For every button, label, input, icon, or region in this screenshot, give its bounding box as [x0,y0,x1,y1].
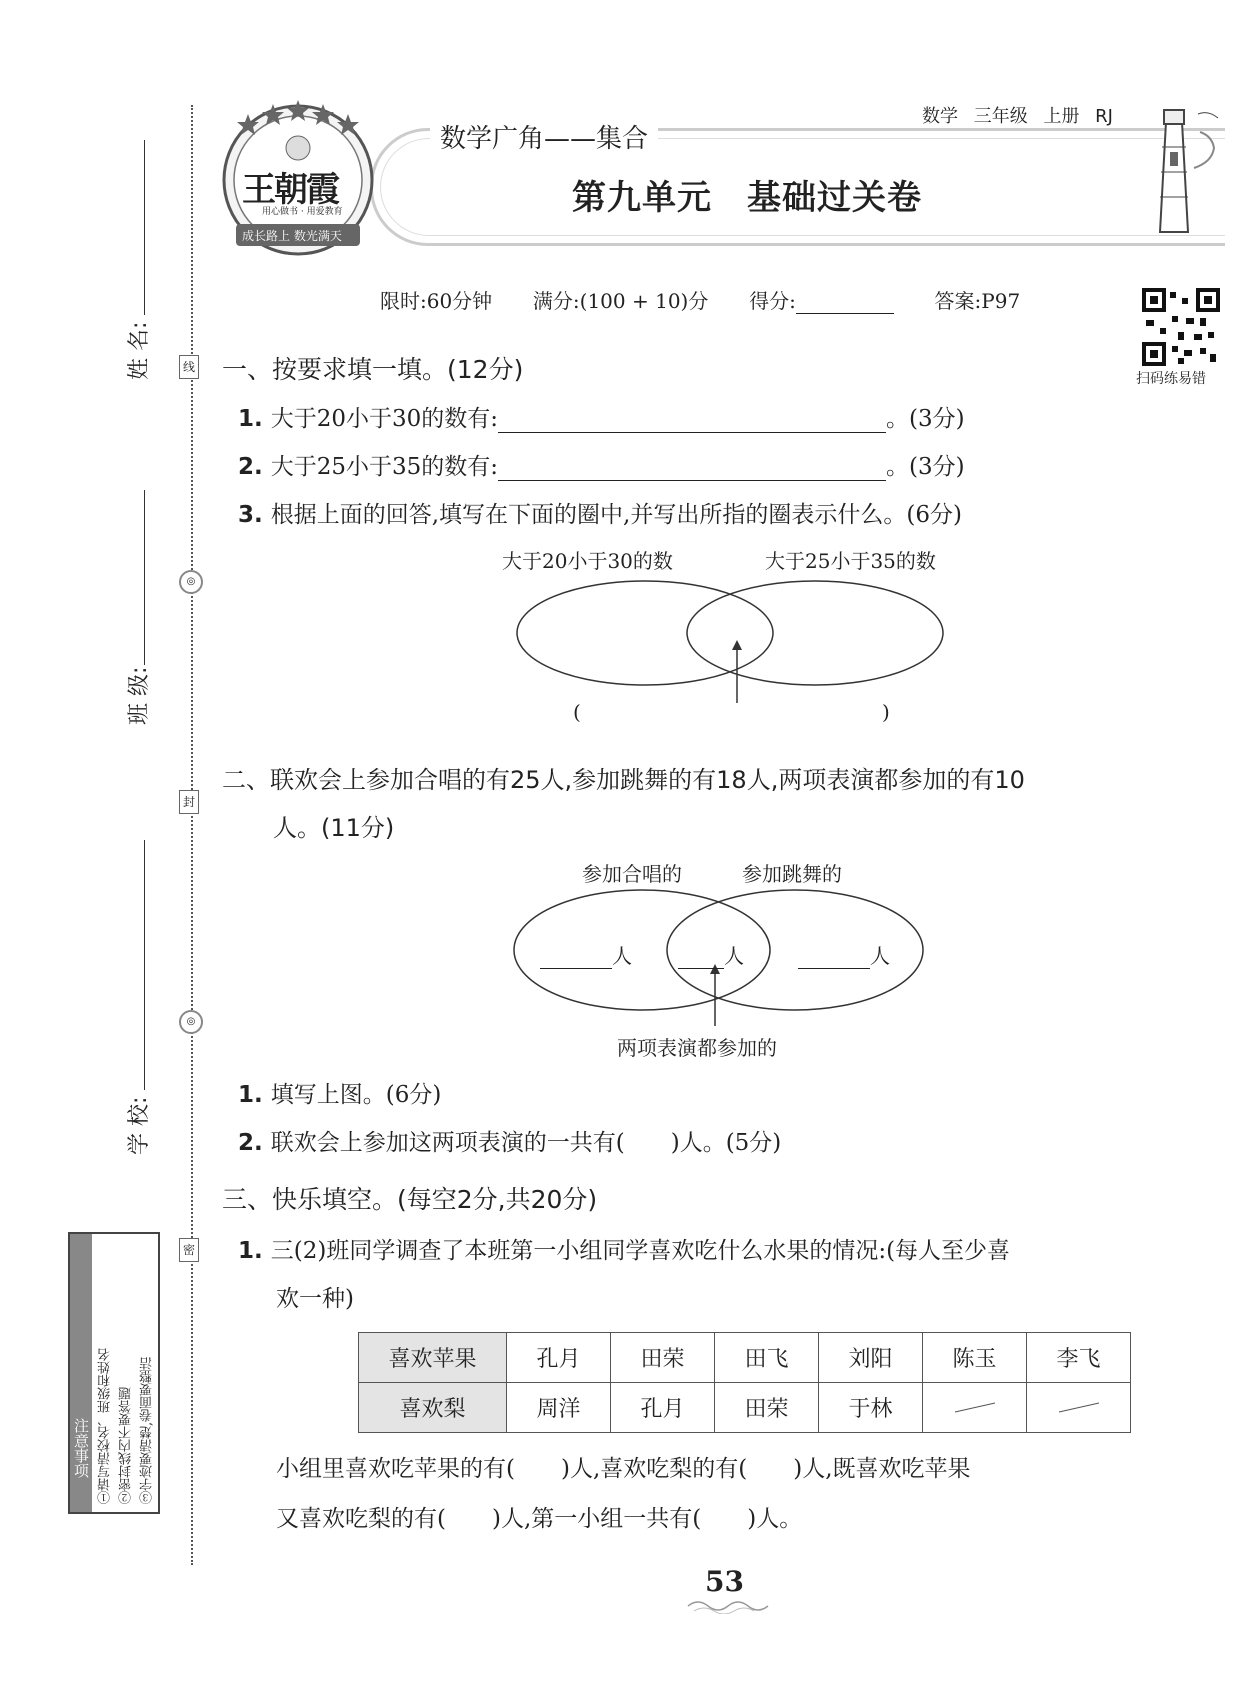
logo-sub: 用心做书 · 用爱教育 [262,207,343,217]
venn1-right-label: 大于25小于35的数 [765,549,936,573]
school-label: 学 校: [127,1096,152,1155]
full-score: 满分:(100 + 10)分 [532,289,709,313]
bind-circle-icon: ◎ [179,1010,203,1034]
s1-q2-blank[interactable] [498,459,886,481]
table-cell: 孔月 [611,1383,715,1433]
lighthouse-icon [1138,102,1228,242]
s1-q2 [238,448,965,481]
book-info: 数学 三年级 上册 RJ [922,106,1113,127]
venn1-paren-open: ( [573,700,581,724]
s3-after-line2: 又喜欢吃梨的有( )人,第一小组一共有( )人。 [276,1506,803,1532]
venn1-left-ellipse [517,581,773,685]
notice-box [68,1232,160,1514]
page-wave-icon [686,1598,776,1614]
venn2-bottom-label: 两项表演都参加的 [617,1036,777,1060]
s2-q1-num: 1. [238,1082,263,1108]
venn2-mid-unit: 人 [724,944,744,968]
s1-q2-num: 2. [238,454,263,480]
venn2-left-unit: 人 [612,944,632,968]
notice-item-3: ③字迹要清楚,卷面要整洁 [140,1356,155,1504]
brand-logo [218,100,378,260]
table-cell: 田荣 [611,1333,715,1383]
score-label: 得分: [749,289,796,313]
s2-q1 [238,1076,441,1109]
venn2-left-blank[interactable] [540,947,612,969]
school-line[interactable] [144,840,145,1090]
s2-q2 [238,1124,781,1157]
table-row [359,1383,1131,1433]
notice-item-2: ②密封线内不要答题 [119,1387,134,1504]
row1-head: 喜欢苹果 [359,1333,507,1383]
s1-q2-tail: 。(3分) [886,454,965,480]
venn2-mid-blank[interactable] [678,947,724,969]
venn2-mid-region [678,940,744,969]
unit-subtitle: 数学广角——集合 [430,118,658,155]
logo-slogan: 成长路上 数光满天 [242,229,342,243]
notice-item-1: ①请写清校名、班级和姓名 [98,1348,113,1504]
row2-head: 喜欢梨 [359,1383,507,1433]
bind-mark-secret: 密 [179,1238,199,1262]
meta-line [380,285,1020,314]
s1-q3-text: 根据上面的回答,填写在下面的圈中,并写出所指的圈表示什么。(6分) [270,502,962,528]
class-label: 班 级: [127,666,152,725]
venn1-diagram[interactable] [515,578,945,708]
table-row [359,1333,1131,1383]
qr-caption: 扫码练易错 [1136,371,1206,387]
empty-cell-slash [1027,1383,1131,1433]
section3-title: 三、快乐填空。(每空2分,共20分) [222,1185,598,1214]
table-cell: 孔月 [507,1333,611,1383]
bind-mark-seal: 封 [179,790,199,814]
s1-q1-blank[interactable] [498,411,886,433]
venn2-right-label: 参加跳舞的 [742,862,842,886]
s1-q1 [238,400,965,433]
s3-q1-num: 1. [238,1238,263,1264]
venn2-left-region [540,940,632,969]
name-line[interactable] [144,140,145,315]
s1-q2-text: 大于25小于35的数有: [270,454,499,480]
s3-q1-text-2: 欢一种) [276,1286,354,1312]
venn1-right-ellipse [687,581,943,685]
section2-title-line1: 二、联欢会上参加合唱的有25人,参加跳舞的有18人,两项表演都参加的有10 [222,766,1025,794]
venn2-right-blank[interactable] [798,947,870,969]
section1-title: 一、按要求填一填。(12分) [222,355,524,384]
time-limit: 限时:60分钟 [380,289,493,313]
venn2-right-region [798,940,890,969]
s3-q1-text-1: 三(2)班同学调查了本班第一小组同学喜欢吃什么水果的情况:(每人至少喜 [270,1238,1011,1264]
table-cell: 陈玉 [923,1333,1027,1383]
venn1-left-label: 大于20小于30的数 [502,549,673,573]
table-cell: 田飞 [715,1333,819,1383]
s1-q3-num: 3. [238,502,263,528]
s3-q1-line1 [238,1232,1010,1265]
empty-cell-slash [923,1383,1027,1433]
logo-name: 王朝霞 [242,170,338,210]
table-cell: 李飞 [1027,1333,1131,1383]
binding-dotted-line [191,105,193,1565]
table-cell: 于林 [819,1383,923,1433]
score-blank[interactable] [796,292,894,314]
notice-title: 注意事项 [70,1234,92,1512]
answer-ref: 答案:P97 [934,289,1021,313]
s1-q1-tail: 。(3分) [886,406,965,432]
s2-q2-num: 2. [238,1130,263,1156]
s1-q1-text: 大于20小于30的数有: [270,406,499,432]
s1-q1-num: 1. [238,406,263,432]
page-title: 第九单元 基础过关卷 [572,178,922,218]
venn2-left-label: 参加合唱的 [582,862,682,886]
bind-mark-line: 线 [179,355,199,379]
qr-code-icon[interactable] [1142,288,1220,366]
table-cell: 刘阳 [819,1333,923,1383]
s2-q1-text: 填写上图。(6分) [270,1082,442,1108]
page-number: 53 [705,1565,744,1598]
section2-title-line2: 人。(11分) [273,814,395,842]
class-line[interactable] [144,490,145,665]
venn1-paren-close: ) [882,700,890,724]
table-cell: 田荣 [715,1383,819,1433]
s2-q2-text: 联欢会上参加这两项表演的一共有( )人。(5分) [270,1130,782,1156]
fruit-table [358,1332,1131,1433]
table-cell: 周洋 [507,1383,611,1433]
s3-after-line1: 小组里喜欢吃苹果的有( )人,喜欢吃梨的有( )人,既喜欢吃苹果 [276,1456,971,1482]
name-label: 姓 名: [127,321,152,380]
bind-circle-icon: ◎ [179,570,203,594]
s1-q3 [238,496,962,529]
venn2-right-unit: 人 [870,944,890,968]
